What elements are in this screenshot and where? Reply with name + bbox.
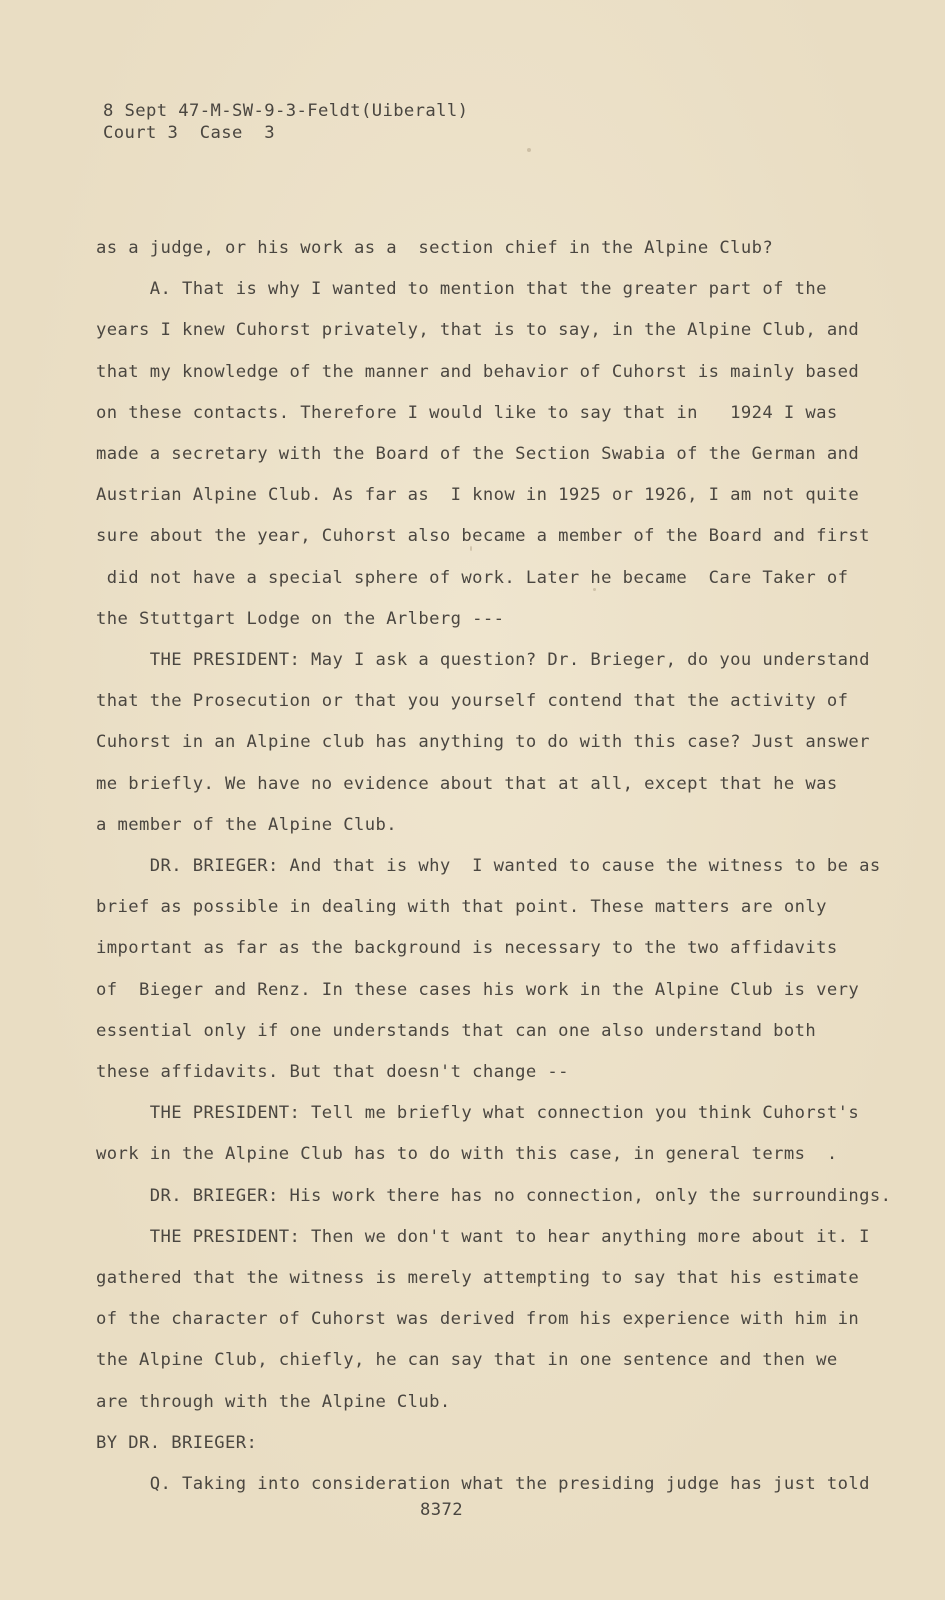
- paper-speck: [593, 588, 596, 591]
- body-line: the Stuttgart Lodge on the Arlberg ---: [96, 608, 505, 629]
- body-line: THE PRESIDENT: May I ask a question? Dr. Brieger, do you understand: [96, 650, 870, 671]
- body-line: as a judge, or his work as a section chief in the Alpine Club?: [96, 238, 774, 258]
- body-line: Q. Taking into consideration what the presiding judge has just told: [96, 1474, 870, 1495]
- body-line: important as far as the background is necessary to the two affidavits: [96, 938, 838, 959]
- body-line: are through with the Alpine Club.: [96, 1391, 451, 1412]
- body-line: did not have a special sphere of work. Later he became Care Taker of: [96, 567, 849, 588]
- header-line-1: 8 Sept 47-M-SW-9-3-Feldt(Uiberall): [103, 101, 469, 121]
- body-line: essential only if one understands that can one also understand both: [96, 1020, 817, 1041]
- body-line: BY DR. BRIEGER:: [96, 1432, 258, 1453]
- header-line-2: Court 3 Case 3: [103, 123, 275, 143]
- body-line: these affidavits. But that doesn't change --: [96, 1062, 569, 1083]
- paper-speck: [470, 546, 472, 551]
- body-line: of the character of Cuhorst was derived from his experience with him in: [96, 1309, 860, 1330]
- paper-speck: [527, 148, 531, 152]
- document-body: [96, 228, 891, 1505]
- body-line: A. That is why I wanted to mention that the greater part of the: [96, 279, 827, 300]
- body-line: gathered that the witness is merely attempting to say that his estimate: [96, 1268, 860, 1289]
- body-line: a member of the Alpine Club.: [96, 814, 397, 835]
- body-line: Austrian Alpine Club. As far as I know in 1925 or 1926, I am not quite: [96, 485, 860, 506]
- body-line: DR. BRIEGER: His work there has no connection, only the surroundings.: [96, 1185, 892, 1206]
- body-line: of Bieger and Renz. In these cases his work in the Alpine Club is very: [96, 979, 860, 1000]
- body-line: the Alpine Club, chiefly, he can say that in one sentence and then we: [96, 1350, 838, 1371]
- body-line: me briefly. We have no evidence about that at all, except that he was: [96, 773, 838, 794]
- body-line: that my knowledge of the manner and behavior of Cuhorst is mainly based: [96, 361, 860, 382]
- body-line: that the Prosecution or that you yourself contend that the activity of: [96, 691, 849, 712]
- page-number: 8372: [420, 1500, 463, 1520]
- body-line: years I knew Cuhorst privately, that is to say, in the Alpine Club, and: [96, 320, 860, 341]
- body-line: THE PRESIDENT: Then we don't want to hear anything more about it. I: [96, 1226, 870, 1247]
- document-header: [103, 100, 468, 144]
- body-line: brief as possible in dealing with that point. These matters are only: [96, 897, 827, 918]
- body-line: made a secretary with the Board of the Section Swabia of the German and: [96, 444, 860, 465]
- body-line: sure about the year, Cuhorst also became a member of the Board and first: [96, 526, 870, 547]
- body-line: DR. BRIEGER: And that is why I wanted to cause the witness to be as: [96, 856, 881, 877]
- body-line: on these contacts. Therefore I would like to say that in 1924 I was: [96, 402, 838, 423]
- body-line: THE PRESIDENT: Tell me briefly what connection you think Cuhorst's: [96, 1103, 860, 1124]
- body-line: Cuhorst in an Alpine club has anything to do with this case? Just answer: [96, 732, 870, 753]
- body-line: work in the Alpine Club has to do with this case, in general terms .: [96, 1144, 838, 1165]
